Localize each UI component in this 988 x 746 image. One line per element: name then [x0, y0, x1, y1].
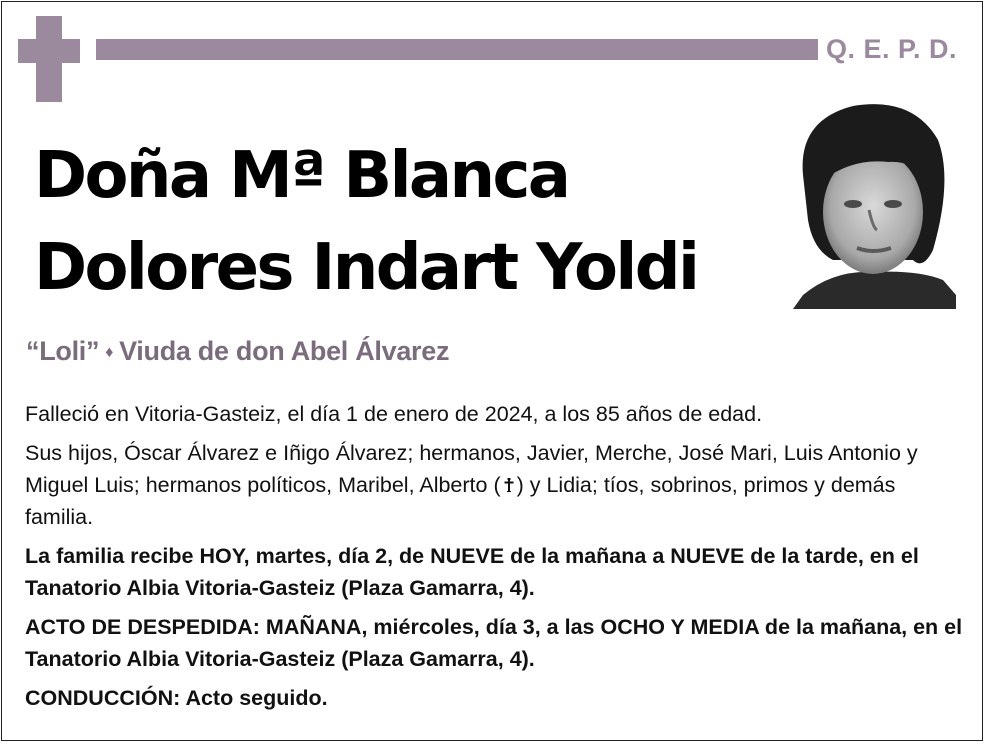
portrait-photo	[793, 100, 956, 309]
diamond-separator-icon: ♦	[105, 344, 114, 361]
farewell-info: ACTO DE DESPEDIDA: MAÑANA, miércoles, día 3, a las OCHO Y MEDIA de la mañana, en el Tanatorio Albia Vitoria-Gasteiz (Plaza Gamarra, 4).	[25, 615, 963, 671]
obituary-body	[25, 398, 965, 721]
deceased-name	[34, 130, 697, 314]
name-line-2: Dolores Indart Yoldi	[34, 231, 698, 305]
portrait-image	[793, 100, 956, 309]
cross-icon	[501, 476, 517, 494]
name-line-1: Doña Mª Blanca	[34, 139, 569, 213]
header-rule	[96, 39, 818, 60]
procession-info: CONDUCCIÓN: Acto seguido.	[25, 686, 328, 710]
family-list: Sus hijos, Óscar Álvarez e Iñigo Álvarez; hermanos, Javier, Merche, José Mari, Luis Antonio y Miguel Luis; hermanos políticos, Maribel, Alberto ( ) y Lidia; tíos, sobrinos, primos y demás familia.	[25, 441, 918, 529]
subtitle	[26, 336, 449, 367]
nickname: “Loli”	[26, 336, 100, 366]
widow-of: Viuda de don Abel Álvarez	[119, 336, 450, 366]
qepd-label: Q. E. P. D.	[826, 34, 958, 64]
reception-info: La familia recibe HOY, martes, día 2, de NUEVE de la mañana a NUEVE de la tarde, en el Tanatorio Albia Vitoria-Gasteiz (Plaza Gamarra, 4).	[25, 544, 919, 600]
death-notice: Falleció en Vitoria-Gasteiz, el día 1 de enero de 2024, a los 85 años de edad.	[25, 402, 763, 426]
